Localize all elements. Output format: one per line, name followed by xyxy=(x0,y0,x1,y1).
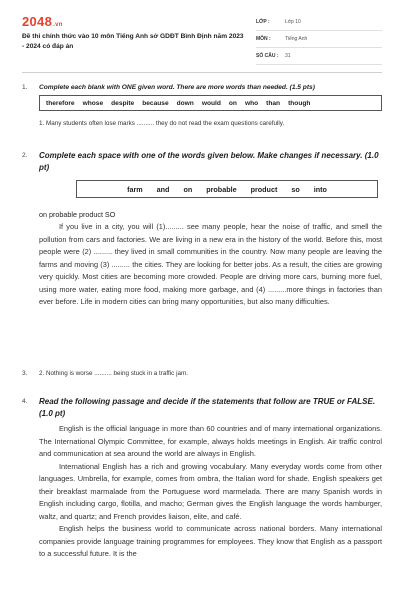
meta-value: Tiếng Anh xyxy=(285,36,308,42)
word-box xyxy=(76,180,378,198)
question-2 xyxy=(22,150,382,360)
word-option: product xyxy=(250,184,278,194)
question-item: 2. Nothing is worse .......... being stuck in a traffic jam. xyxy=(39,370,188,377)
document-header xyxy=(0,0,400,66)
answer-note: on probable product SO xyxy=(39,210,116,219)
meta-table xyxy=(256,14,382,65)
word-option: so xyxy=(291,184,300,194)
word-option: than xyxy=(266,99,281,107)
question-number: 2. xyxy=(22,152,28,159)
question-instruction: Complete each space with one of the words given below. Make changes if necessary. (1.0 pt) xyxy=(39,151,379,172)
word-option: down xyxy=(176,99,194,107)
word-option: farm xyxy=(127,184,143,194)
word-option: into xyxy=(313,184,327,194)
word-option: who xyxy=(244,99,259,107)
question-1 xyxy=(22,82,382,138)
logo-suffix: .vn xyxy=(53,22,63,28)
document-title: Đề thi chính thức vào 10 môn Tiếng Anh sở GDĐT Bình Định năm 2023 - 2024 có đáp án xyxy=(22,33,244,50)
word-option: though xyxy=(288,99,311,107)
word-box xyxy=(39,95,382,111)
word-option: despite xyxy=(111,99,135,107)
reading-passage: If you live in a city, you will (1)......... see many people, hear the noise of traffic, and smell the pollution from cars and factories. We are living in a new era in the history of the world. Before this, most people were (2) ......... they lived in small communities in the country. Now many people are leaving the farms and moving (3) ......... the cities. They are looking for better jobs. As a result, the cities are growing very quickly. Most cities are becoming more crowded. People are driving more cars, burning more fuel, using more water, eating more food, making more garbage, and (4) .........more things in factories than ever before. Life in modern cities can bring many opportunities, but also many difficulties. xyxy=(39,222,382,306)
word-option: therefore xyxy=(46,99,75,107)
passage-paragraph: English helps the business world to communicate across national borders. Many international companies provide language training programmes for employees. They know that English as a passport to a successful future. It is the xyxy=(39,524,382,558)
question-number: 1. xyxy=(22,84,28,91)
word-option: whose xyxy=(82,99,104,107)
question-number: 4. xyxy=(22,398,28,405)
question-instruction: Read the following passage and decide if the statements that follow are TRUE or FALSE. (1.0 pt) xyxy=(39,397,376,418)
question-number: 3. xyxy=(22,370,28,377)
meta-key: SỐ CÂU : xyxy=(256,53,279,59)
passage-paragraph: English is the official language in more than 60 countries and of many international organizations. The International Olympic Committee, for example, always holds meetings in English. Air traffic control and communication at sea around the world are always in English. xyxy=(39,424,382,458)
meta-row-subject xyxy=(256,31,382,48)
question-item: 1. Many students often lose marks .......... they do not read the exam questions carefully. xyxy=(39,120,285,127)
header-divider xyxy=(22,72,382,73)
word-option: probable xyxy=(206,184,237,194)
word-option: because xyxy=(142,99,169,107)
word-option: would xyxy=(201,99,221,107)
question-3 xyxy=(22,368,382,382)
question-4 xyxy=(22,396,382,600)
word-option: and xyxy=(156,184,170,194)
word-option: on xyxy=(228,99,237,107)
meta-value: 31 xyxy=(285,53,291,59)
meta-row-class xyxy=(256,14,382,31)
logo-main: 2048 xyxy=(22,14,53,29)
meta-key: LỚP : xyxy=(256,19,270,25)
meta-key: MÔN : xyxy=(256,36,271,42)
meta-value: Lớp 10 xyxy=(285,19,301,25)
meta-row-count xyxy=(256,48,382,65)
site-logo[interactable] xyxy=(22,14,63,29)
question-instruction: Complete each blank with ONE given word. There are more words than needed. (1.5 pts) xyxy=(39,84,315,91)
passage-paragraph: International English has a rich and growing vocabulary. Many everyday words come from other languages. Umbrella, for example, comes from ombra, the Italian word for shade. English speakers get their breakfast marmalade from the Portuguese word marmelada. There are many Spanish words in English including cargo, flotilla, and macho; German gives the English language the words hamburger, waltz, and quartz; and French provides liaison, elite, and café. xyxy=(39,461,382,521)
word-option: on xyxy=(183,184,193,194)
